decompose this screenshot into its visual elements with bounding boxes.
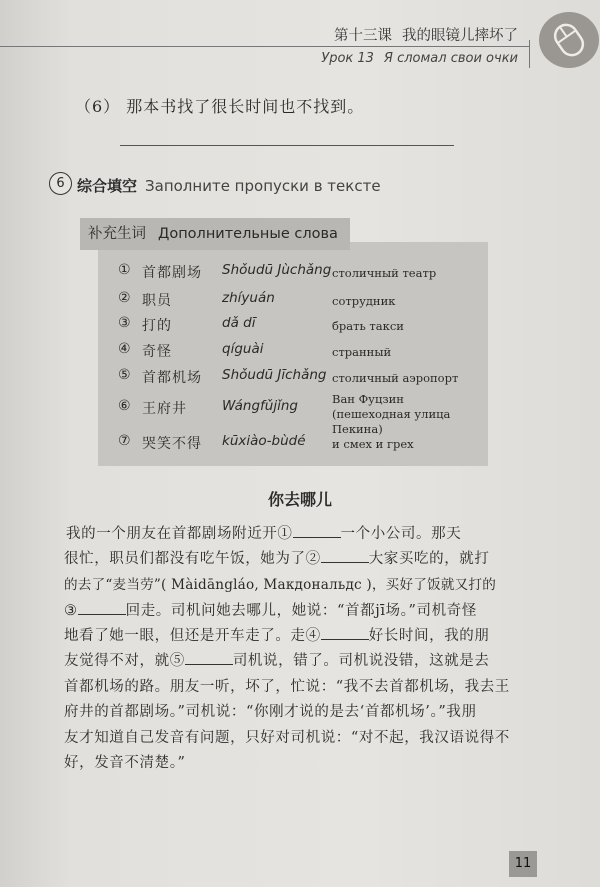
vocab-number: ② <box>118 290 131 306</box>
vocab-pinyin: Wángfǔjǐng <box>222 398 298 414</box>
vocab-word: 职员 <box>142 293 172 309</box>
exercise-title-cn: 综合填空 <box>77 177 138 195</box>
passage-text: 友觉得不对，就⑤ <box>64 653 185 669</box>
vocab-pinyin: Shǒudū Jīchǎng <box>222 367 327 383</box>
header-lesson-cn <box>334 24 518 45</box>
vocab-translation: Ван Фуцзин (пешеходная улица Пекина) <box>332 392 451 436</box>
passage-text: 的去了“麦当劳”( Màidāngláo, Макдональдс )，买好了饭就又打的 <box>64 577 497 593</box>
vocab-pinyin: qíguài <box>222 341 264 357</box>
fill-in-blank-4[interactable] <box>321 627 369 640</box>
passage-line <box>64 675 518 696</box>
vocab-pinyin: zhíyuán <box>222 290 275 306</box>
vocab-word: 首都剧场 <box>142 265 202 281</box>
passage-text: 回走。司机问她去哪儿，她说：“首都jī场。”司机奇怪 <box>125 603 477 619</box>
passage-text: 司机说，错了。司机说没错，这就是去 <box>232 653 490 669</box>
passage-text: 我的一个朋友在首都剧场附近开① <box>66 526 293 542</box>
vocabulary-heading-cn: 补充生词 <box>88 226 146 242</box>
header-divider <box>529 40 530 68</box>
passage-line <box>64 649 518 670</box>
passage-line <box>64 726 518 747</box>
passage-line <box>64 522 518 543</box>
vocabulary-heading-ru: Дополнительные слова <box>158 226 338 242</box>
passage-text: 府井的首都剧场。”司机说：“你刚才说的是去‘首都机场’。”我朋 <box>64 704 477 720</box>
vocab-translation: брать такси <box>332 319 404 333</box>
lesson-number-cn: 第十三课 <box>334 28 392 44</box>
exercise-title <box>77 175 381 196</box>
vocab-translation: столичный театр <box>332 266 437 280</box>
passage-text: 好长时间，我的朋 <box>368 628 490 644</box>
vocab-word: 王府井 <box>142 401 187 417</box>
fill-in-blank-2[interactable] <box>321 550 369 563</box>
lesson-number-ru: Урок 13 <box>321 51 374 66</box>
vocab-translation: странный <box>332 345 392 359</box>
exercise-number-badge: 6 <box>49 172 72 195</box>
computer-mouse-icon <box>539 12 599 68</box>
passage-text: ③ <box>64 603 78 619</box>
passage-line <box>64 700 518 721</box>
vocabulary-heading <box>80 218 350 250</box>
vocab-word: 哭笑不得 <box>142 436 202 452</box>
vocab-number: ⑤ <box>118 367 131 383</box>
fill-in-blank-5[interactable] <box>185 652 233 665</box>
passage-text: 友才知道自己发音有问题，只好对司机说：“对不起，我汉语说得不 <box>64 730 510 746</box>
vocab-number: ③ <box>118 315 131 331</box>
vocab-translation: и смех и грех <box>332 437 414 451</box>
vocab-word: 首都机场 <box>142 370 202 386</box>
vocab-number: ① <box>118 262 131 278</box>
passage-line <box>64 599 518 620</box>
passage-text: 大家买吃的，就打 <box>368 551 490 567</box>
exercise-sentence-6 <box>75 94 364 117</box>
lesson-title-cn: 我的眼镜儿摔坏了 <box>402 28 518 44</box>
lesson-title-ru: Я сломал свои очки <box>383 51 518 66</box>
passage-line <box>64 624 518 645</box>
vocab-pinyin: kūxiào-bùdé <box>222 433 306 449</box>
fill-in-blank-1[interactable] <box>293 525 341 538</box>
answer-line <box>120 145 454 146</box>
vocab-translation: столичный аэропорт <box>332 371 459 385</box>
vocab-word: 打的 <box>142 318 172 334</box>
header-rule <box>0 46 530 47</box>
passage-text: 很忙，职员们都没有吃午饭，她为了② <box>64 551 321 567</box>
passage-text: 好，发音不清楚。” <box>64 755 186 771</box>
page-number: 11 <box>509 851 537 877</box>
passage-line <box>64 751 518 772</box>
vocab-pinyin: dǎ dī <box>222 315 256 331</box>
passage-text: 一个小公司。那天 <box>340 526 462 542</box>
exercise-title-ru: Заполните пропуски в тексте <box>145 177 381 195</box>
vocab-number: ⑦ <box>118 433 131 449</box>
vocab-number: ④ <box>118 341 131 357</box>
sentence-number: （6） <box>75 97 121 116</box>
passage-text: 地看了她一眼，但还是开车走了。走④ <box>64 628 321 644</box>
passage-line <box>64 573 518 593</box>
sentence-text: 那本书找了很长时间也不找到。 <box>126 97 365 116</box>
passage-text: 首都机场的路。朋友一听，坏了，忙说：“我不去首都机场，我去王 <box>64 679 510 695</box>
vocab-translation: сотрудник <box>332 294 396 308</box>
vocab-number: ⑥ <box>118 398 131 414</box>
vocab-pinyin: Shǒudū Jùchǎng <box>222 262 332 278</box>
fill-in-blank-3[interactable] <box>78 602 126 615</box>
passage-title: 你去哪儿 <box>267 490 332 509</box>
passage-line <box>64 547 518 568</box>
vocab-word: 奇怪 <box>142 344 172 360</box>
header-lesson-ru <box>321 51 518 66</box>
